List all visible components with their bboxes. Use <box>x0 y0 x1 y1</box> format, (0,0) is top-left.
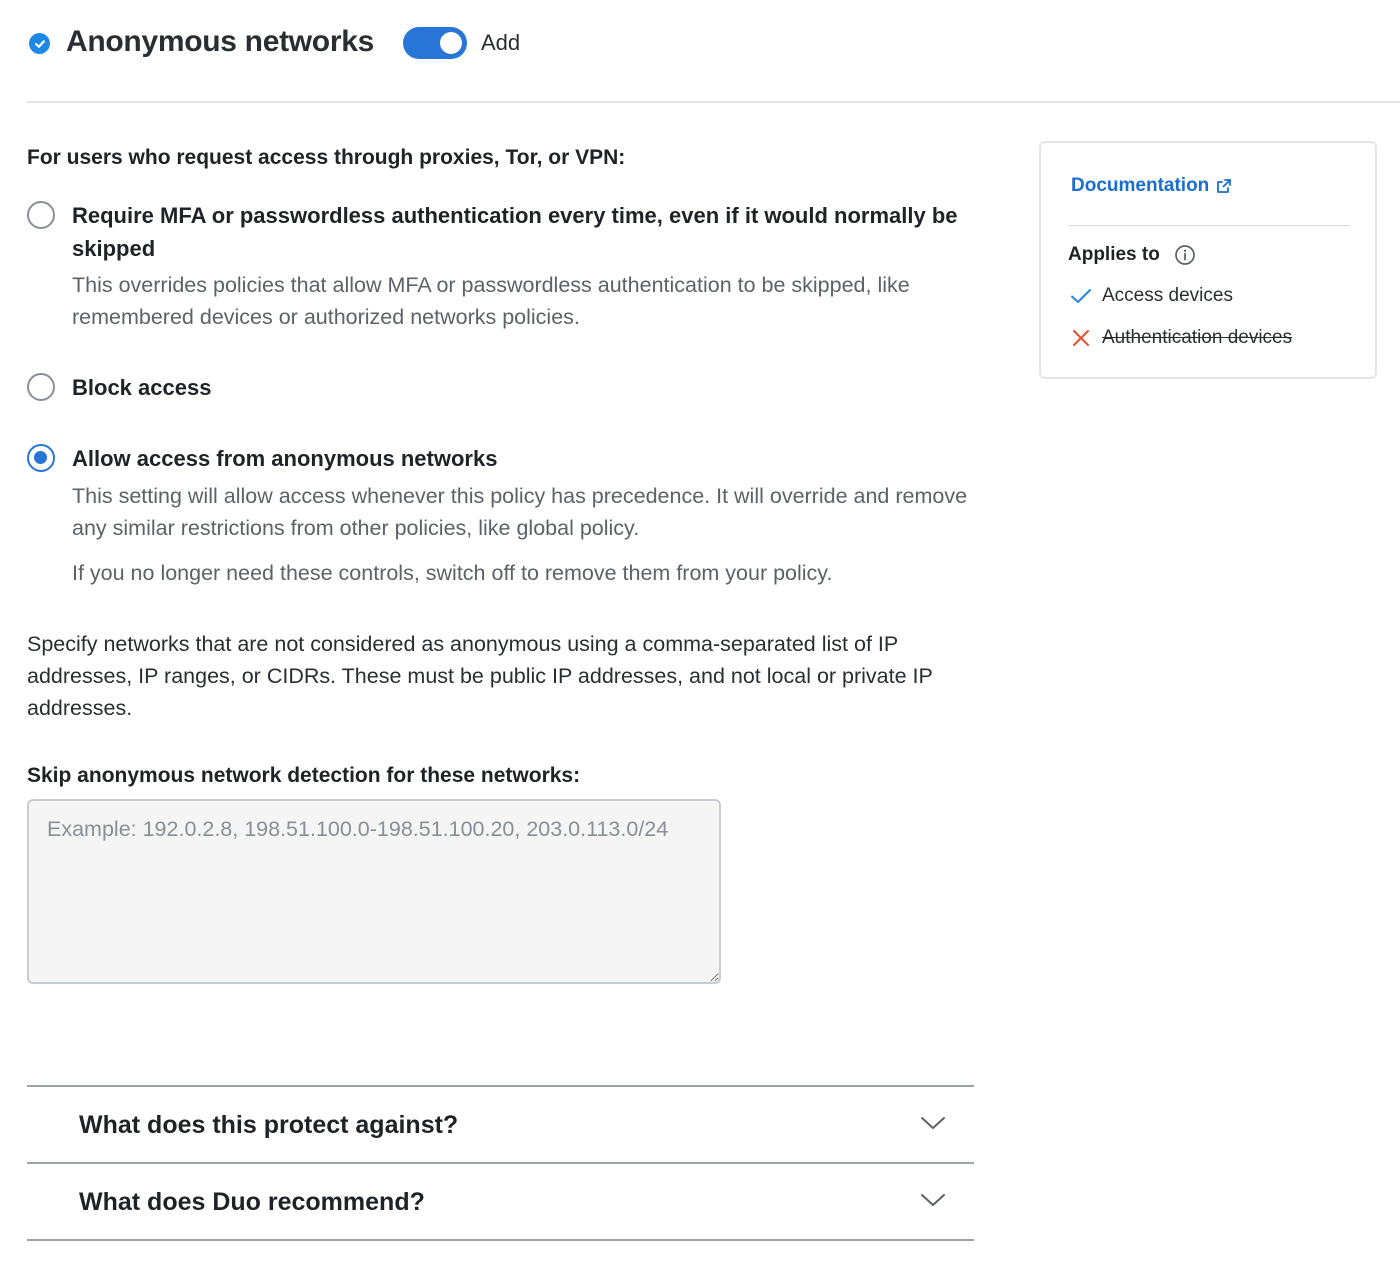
option-label-require-mfa[interactable]: Require MFA or passwordless authentication every time, even if it would normally be skipped <box>72 203 958 261</box>
chevron-down-icon[interactable] <box>920 1115 946 1131</box>
header-divider <box>27 101 1400 103</box>
applies-to-access-devices <box>1070 282 1233 310</box>
option-note-allow-access: If you no longer need these controls, switch off to remove them from your policy. <box>72 561 833 585</box>
option-description-allow-access: This setting will allow access whenever this policy has precedence. It will override and remove any similar restrictions from other policies, like global policy. <box>72 484 968 540</box>
option-label-block-access[interactable]: Block access <box>72 375 212 400</box>
chevron-down-icon[interactable] <box>920 1192 946 1208</box>
card-divider <box>1068 225 1350 226</box>
check-icon <box>1070 287 1092 305</box>
external-link-icon <box>1216 178 1232 194</box>
accordion-divider <box>27 1239 974 1241</box>
applies-to-authentication-devices <box>1070 324 1292 352</box>
radio-require-mfa[interactable] <box>27 201 55 229</box>
applies-item-label: Authentication devices <box>1102 327 1293 348</box>
accordion-title: What does Duo recommend? <box>79 1188 425 1216</box>
networks-field-label: Skip anonymous network detection for these networks: <box>27 764 581 787</box>
radio-selected-dot <box>34 451 47 464</box>
enabled-check-icon <box>29 33 50 54</box>
info-icon[interactable] <box>1174 244 1196 266</box>
accordion-duo-recommend[interactable] <box>27 1164 974 1240</box>
page-title: Anonymous networks <box>66 25 374 58</box>
documentation-link[interactable] <box>1071 172 1232 200</box>
skip-networks-textarea[interactable] <box>27 799 721 984</box>
applies-to-heading <box>1068 241 1196 269</box>
x-icon <box>1070 329 1092 347</box>
applies-item-label: Access devices <box>1102 285 1233 306</box>
toggle-knob <box>440 32 462 54</box>
radio-allow-access[interactable] <box>27 444 55 472</box>
accordion-protect-against[interactable] <box>27 1087 974 1163</box>
radio-block-access[interactable] <box>27 373 55 401</box>
options-intro: For users who request access through proxies, Tor, or VPN: <box>27 146 626 169</box>
add-toggle[interactable] <box>403 27 467 59</box>
applies-to-label: Applies to <box>1068 244 1160 265</box>
option-description-require-mfa: This overrides policies that allow MFA or passwordless authentication to be skipped, like remembered devices or authorized networks policies. <box>72 273 910 329</box>
accordion-title: What does this protect against? <box>79 1111 459 1139</box>
documentation-link-label[interactable]: Documentation <box>1071 175 1210 196</box>
policy-info-card <box>1039 141 1377 379</box>
toggle-label: Add <box>481 30 521 55</box>
option-label-allow-access[interactable]: Allow access from anonymous networks <box>72 446 498 471</box>
networks-instructions: Specify networks that are not considered as anonymous using a comma-separated list of IP addresses, IP ranges, or CIDRs. These must be public IP addresses, and not local or private IP addresses. <box>27 632 933 720</box>
